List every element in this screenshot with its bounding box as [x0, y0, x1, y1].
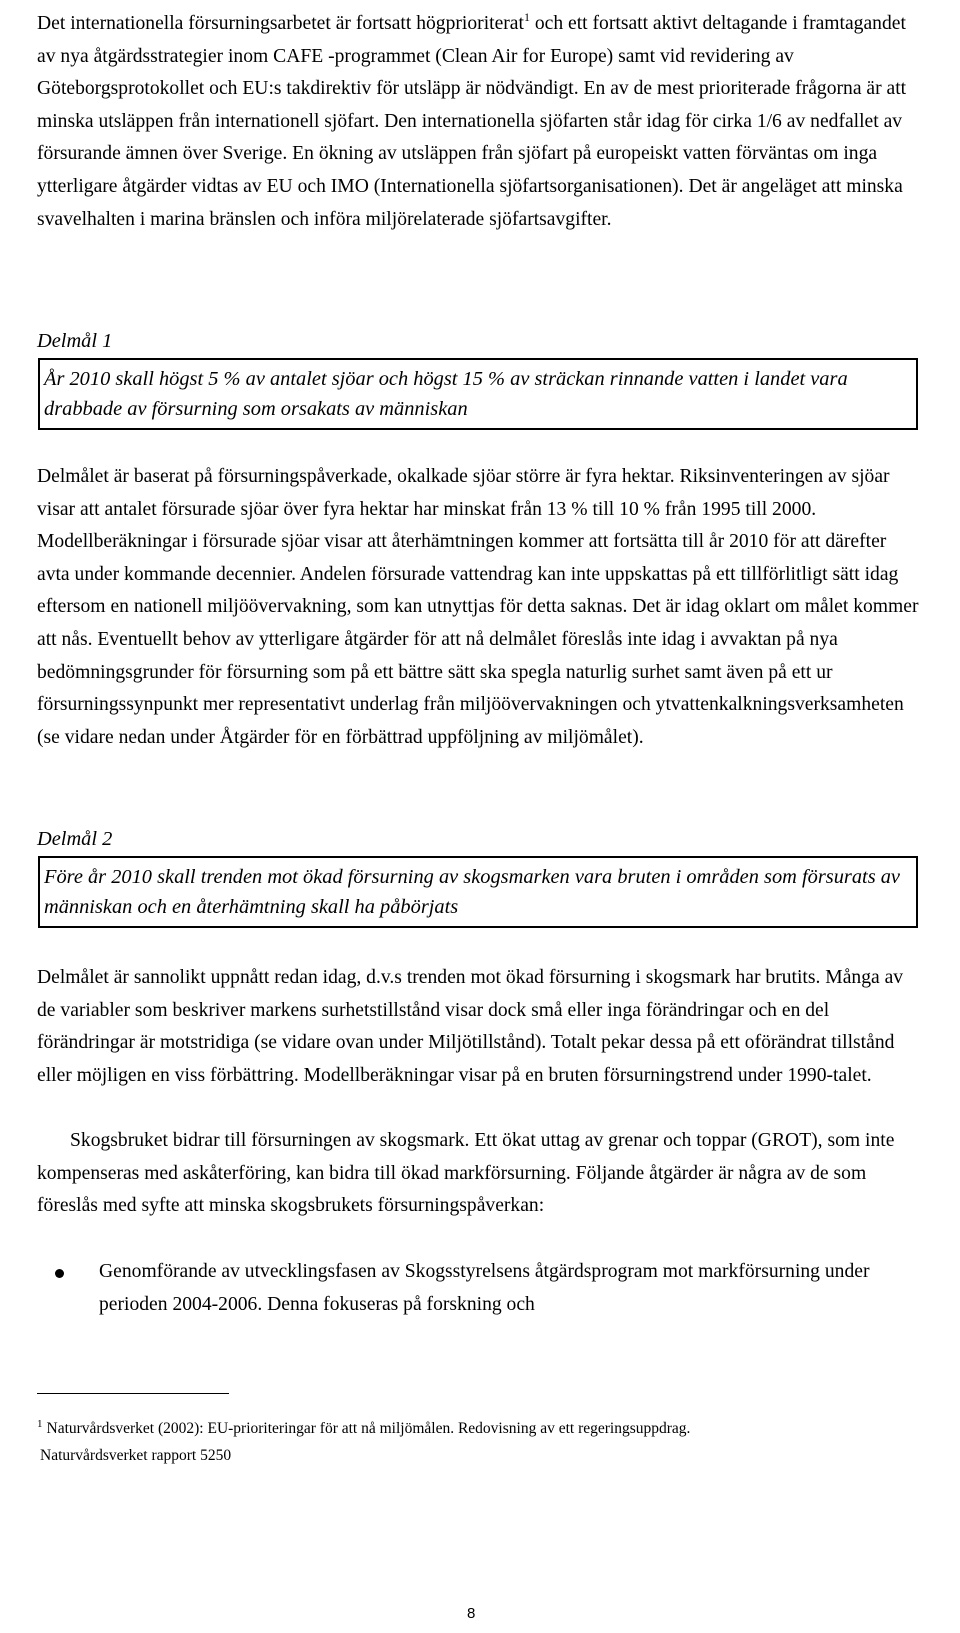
footnote	[37, 1411, 927, 1469]
paragraph-goal-1-assessment: Delmålet är baserat på försurningspåverkade, okalkade sjöar större är fyra hektar. Riksinventeringen av sjöar visar att antalet försurade sjöar över fyra hektar har minskat från 13 % till 10 % från 1995 till 2000. Modellberäkningar i försurade sjöar visar att återhämtningen kommer att fortsätta till år 2010 för att därefter avta under kommande decennier. Andelen försurade vattendrag kan inte uppskattas på ett tillförlitligt sätt idag eftersom en nationell miljöövervakning, som kan utnyttjas för detta saknas. Det är idag oklart om målet kommer att nås. Eventuellt behov av ytterligare åtgärder för att nå delmålet föreslås inte idag i avvaktan på nya bedömningsgrunder för försurning som på ett bättre sätt ska spegla naturlig surhet samt även på ett ur försurningssynpunkt mer representativt underlag från miljöövervakningen och ytvattenkalkningsverksamheten (se vidare nedan under Åtgärder för en förbättrad uppföljning av miljömålet).	[37, 466, 919, 748]
paragraph-forestry: Skogsbruket bidrar till försurningen av skogsmark. Ett ökat uttag av grenar och toppar (GROT), som inte kompenseras med askåterföring, kan bidra till ökad markförsurning. Följande åtgärder är några av de som föreslås med syfte att minska skogsbrukets försurningspåverkan:	[37, 1130, 895, 1217]
page-number: 8	[467, 1605, 476, 1622]
goal-2-title: Delmål 2	[37, 828, 113, 850]
goal-1-title: Delmål 1	[37, 330, 113, 352]
footnote-reference: 1	[523, 10, 530, 24]
footnote-text: Naturvårdsverket (2002): EU-prioriteringar för att nå miljömålen. Redovisning av ett regeringsuppdrag.	[46, 1420, 691, 1437]
footnote-line-1	[37, 1411, 927, 1442]
goal-1-box	[38, 358, 918, 430]
goal-2-text: Före år 2010 skall trenden mot ökad försurning av skogsmarken vara bruten i områden som försurats av människan och en återhämtning skall ha påbörjats	[44, 866, 900, 918]
paragraph-text: Det internationella försurningsarbetet är fortsatt högprioriterat	[37, 13, 524, 34]
paragraph-goal-2-assessment: Delmålet är sannolikt uppnått redan idag, d.v.s trenden mot ökad försurning i skogsmark har brutits. Många av de variabler som beskriver markens surhetstillstånd visar dock små eller inga förändringar och en del förändringar är motstridiga (se vidare ovan under Miljötillstånd). Totalt pekar dessa på ett oförändrat tillstånd eller möjligen en viss förbättring. Modellberäkningar visar på en bruten försurningstrend under 1990-talet.	[37, 967, 904, 1086]
footnote-line-2: Naturvårdsverket rapport 5250	[40, 1447, 232, 1464]
list-item-text: Genomförande av utvecklingsfasen av Skogsstyrelsens åtgärdsprogram mot markförsurning under perioden 2004-2006. Denna fokuseras på forskning och	[99, 1261, 870, 1315]
goal-1-text: År 2010 skall högst 5 % av antalet sjöar och högst 15 % av sträckan rinnande vatten i landet vara drabbade av försurning som orsakats av människan	[44, 368, 848, 420]
goal-2-box	[38, 856, 918, 928]
footnote-divider	[37, 1393, 229, 1394]
paragraph-text-continued: och ett fortsatt aktivt deltagande i framtagandet av nya åtgärdsstrategier inom CAFE -programmet (Clean Air for Europe) samt vid revidering av Göteborgsprotokollet och EU:s takdirektiv för utsläpp är nödvändigt. En av de mest prioriterade frågorna är att minska utsläppen från internationell sjöfart. Den internationella sjöfarten står idag för cirka 1/6 av nedfallet av försurande ämnen över Sverige. En ökning av utsläppen från sjöfart på europeiskt vatten förväntas om inga ytterligare åtgärder vidtas av EU och IMO (Internationella sjöfartsorganisationen). Det är angeläget att minska svavelhalten i marina bränslen och införa miljörelaterade sjöfartsavgifter.	[37, 13, 907, 230]
bullet-icon	[55, 1269, 64, 1278]
paragraph-international-acidification	[37, 1, 922, 236]
footnote-number: 1	[37, 1418, 43, 1430]
